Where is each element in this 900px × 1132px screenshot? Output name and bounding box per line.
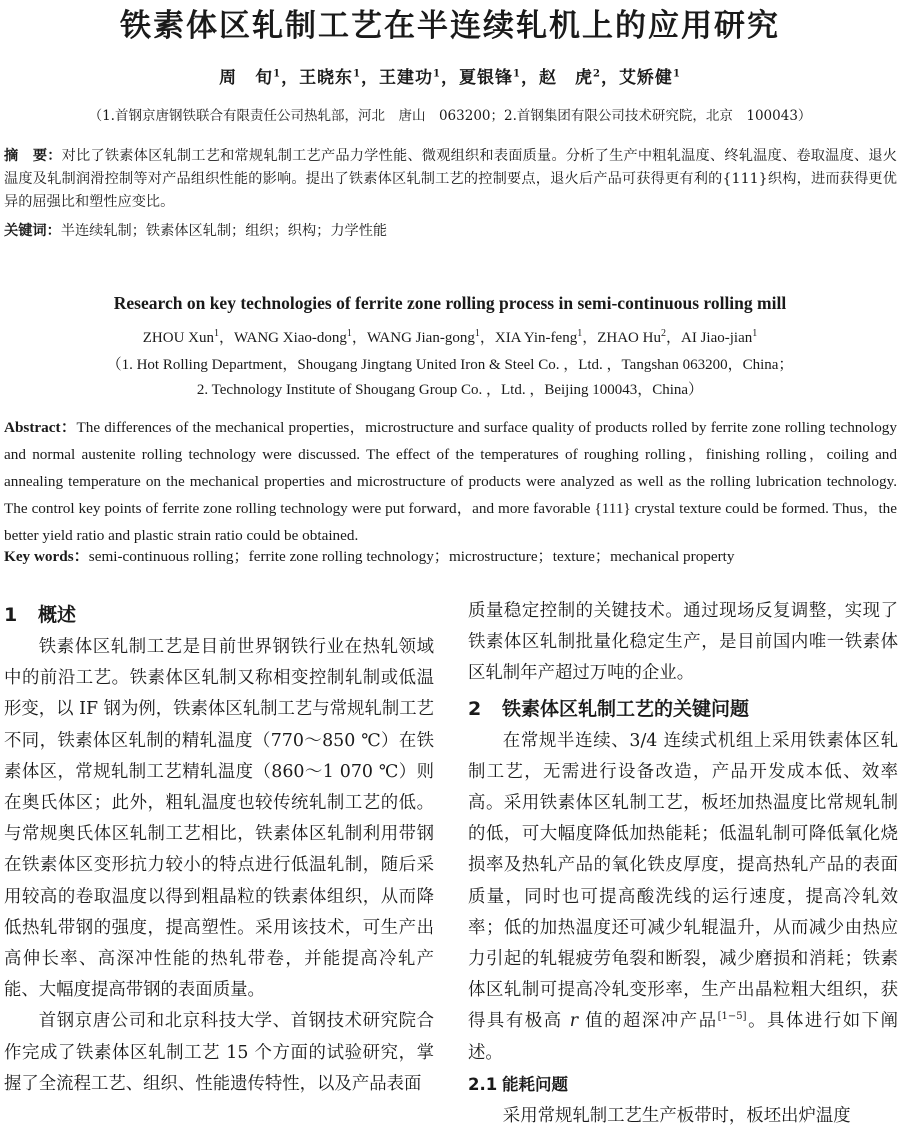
citation-ref: [1−5]: [717, 1011, 747, 1023]
author-name: 艾矫健: [618, 68, 673, 88]
keywords-label-en: Key words：: [4, 548, 89, 565]
body-text: 在常规半连续、3/4 连续式机组上采用铁素体区轧制工艺，无需进行设备改造，产品开发成本低、效率高。采用铁素体区轧制工艺，板坯加热温度比常规轧制的低，可大幅度降低加热能耗；低温轧制可降低氧化烧损率及热轧产品的氧化铁皮厚度，提高热轧产品的表面质量，同时也可提高酸洗线的运行速度，提高冷轧效率；低的加热温度还可减少轧辊温升，从而减少由热应力引起的轧辊疲劳龟裂和断裂，减少磨损和消耗；铁素体区轧制可提高冷轧变形率，生产出晶粒粗大组织，获得具有极高: [468, 730, 898, 1032]
body-text: 。具体进行如下阐述。: [468, 1011, 899, 1063]
author-affil-mark: 2: [660, 328, 666, 339]
section-heading: [468, 692, 898, 726]
author-name-en: WANG Xiao-dong: [234, 330, 347, 346]
author-affil-mark: 1: [433, 68, 441, 80]
section-heading: [4, 598, 434, 632]
abstract-cn: [4, 145, 897, 214]
author-affil-mark: 1: [474, 328, 480, 339]
author-affil-mark: 2: [592, 68, 601, 80]
body-paragraph: 铁素体区轧制工艺是目前世界钢铁行业在热轧领域中的前沿工艺。铁素体区轧制又称相变控制轧制或低温形变，以 IF 钢为例，铁素体区轧制工艺与常规轧制工艺不同，铁素体区轧制的精轧温度（770～850 ℃）在铁素体区，常规轧制工艺精轧温度（860～1 070 ℃）则在奥氏体区；此外，粗轧温度也较传统轧制工艺的低。与常规奥氏体区轧制工艺相比，铁素体区轧制利用带钢在铁素体区变形抗力较小的特点进行低温轧制，随后采用较高的卷取温度以得到粗晶粒的铁素体组织，从而降低热轧带钢的强度，提高塑性。采用该技术，可生产出高伸长率、高深冲性能的热轧带卷，并能提高冷轧产能、大幅度提高带钢的表面质量。: [4, 637, 434, 1001]
author-name: 夏银锋: [459, 68, 513, 88]
author-list-cn: 周 旬$^1$，王晓东$^1$，王建功$^1$，夏银锋$^1$，赵 虎$^2$，艾矫健$^1$: [219, 68, 681, 88]
variable-r: r: [569, 1011, 579, 1032]
body-paragraph: 采用常规轧制工艺生产板带时，板坯出炉温度: [502, 1105, 851, 1126]
section-number: 1: [4, 604, 18, 626]
subsection-number: 2.1: [468, 1074, 498, 1094]
author-name: 赵 虎: [538, 68, 593, 88]
author-name-en: XIA Yin-feng: [494, 330, 578, 346]
section-title: 概述: [38, 604, 77, 626]
body-text: 值的超深冲产品: [578, 1011, 718, 1032]
body-paragraph: [468, 726, 898, 1069]
author-name-en: ZHAO Hu: [597, 330, 661, 346]
author-affil-mark: 1: [346, 328, 352, 339]
subsection-title: 能耗问题: [502, 1074, 568, 1094]
author-name-en: WANG Jian-gong: [366, 330, 475, 346]
keywords-en: [4, 544, 897, 570]
keywords-text-cn: 半连续轧制；铁素体区轧制；组织；织构；力学性能: [60, 223, 388, 239]
author-affil-mark: 1: [672, 68, 681, 80]
body-column-left: [4, 596, 434, 1100]
abstract-label-en: Abstract：: [4, 419, 77, 436]
section-title: 铁素体区轧制工艺的关键问题: [502, 697, 750, 720]
author-name: 周 旬: [219, 68, 274, 88]
affiliation-en-line1: （1. Hot Rolling Department，Shougang Jingtang United Iron & Steel Co. ，Ltd. ，Tangshan 063200，China；: [106, 357, 794, 373]
abstract-text-en: The differences of the mechanical properties，microstructure and surface quality of products rolled by ferrite zone rolling technology and normal austenite rolling technology were discussed. The effect of the temperatures of roughing rolling，finishing rolling，coiling and annealing temperature on the mechanical properties and microstructure of products were analyzed as well as the rolling lubrication technology. The control key points of ferrite zone rolling technology were put forward，and more favorable {111} crystal texture could be formed. Thus，the better yield ratio and plastic strain ratio could be obtained.: [4, 419, 897, 544]
paper-title-cn: 铁素体区轧制工艺在半连续轧机上的应用研究: [120, 8, 780, 44]
author-affil-mark: 1: [513, 68, 521, 80]
keywords-text-en: semi-continuous rolling；ferrite zone rolling technology；microstructure；texture；mechanical property: [88, 548, 735, 565]
author-affil-mark: 1: [577, 328, 583, 339]
subsection-heading: [468, 1069, 898, 1101]
author-name: 王晓东: [299, 68, 354, 88]
body-paragraph: 首钢京唐公司和北京科技大学、首钢技术研究院合作完成了铁素体区轧制工艺 15 个方面的试验研究，掌握了全流程工艺、组织、性能遗传特性，以及产品表面: [4, 1011, 434, 1094]
abstract-text-cn: 对比了铁素体区轧制工艺和常规轧制工艺产品力学性能、微观组织和表面质量。分析了生产中粗轧温度、终轧温度、卷取温度、退火温度及轧制润滑控制等对产品组织性能的影响。提出了铁素体区轧制工艺的控制要点，退火后产品可获得更有利的{111}织构，进而获得更优异的屈强比和塑性应变比。: [4, 148, 897, 210]
author-affil-mark: 1: [752, 328, 758, 339]
abstract-en: [4, 414, 897, 549]
author-list-en: ZHOU Xun$^1$，WANG Xiao-dong$^1$，WANG Jian-gong$^1$，XIA Yin-feng$^1$，ZHAO Hu$^2$，AI Jiao-jian$^1$: [142, 328, 758, 346]
section-number: 2: [468, 697, 482, 720]
author-affil-mark: 1: [273, 68, 282, 80]
affiliation-cn: （1.首钢京唐钢铁联合有限责任公司热轧部，河北 唐山 063200；2.首钢集团有限公司技术研究院，北京 100043）: [88, 108, 812, 124]
body-paragraph-continued: 质量稳定控制的关键技术。通过现场反复调整，实现了铁素体区轧制批量化稳定生产，是目前国内唯一铁素体区轧制年产超过万吨的企业。: [468, 601, 898, 684]
keywords-cn: [4, 220, 897, 243]
paper-title-en: Research on key technologies of ferrite zone rolling process in semi-continuous rolling mill: [113, 293, 787, 313]
author-name-en: ZHOU Xun: [142, 330, 214, 346]
author-name-en: AI Jiao-jian: [681, 330, 753, 346]
affiliation-en-line2: 2. Technology Institute of Shougang Group Co. ，Ltd. ，Beijing 100043，China）: [196, 382, 704, 398]
abstract-label-cn: 摘 要：: [4, 148, 62, 164]
author-name: 王建功: [379, 68, 434, 88]
author-affil-mark: 1: [214, 328, 219, 339]
body-column-right: [468, 596, 898, 1132]
author-affil-mark: 1: [353, 68, 362, 80]
keywords-label-cn: 关键词：: [4, 223, 61, 239]
